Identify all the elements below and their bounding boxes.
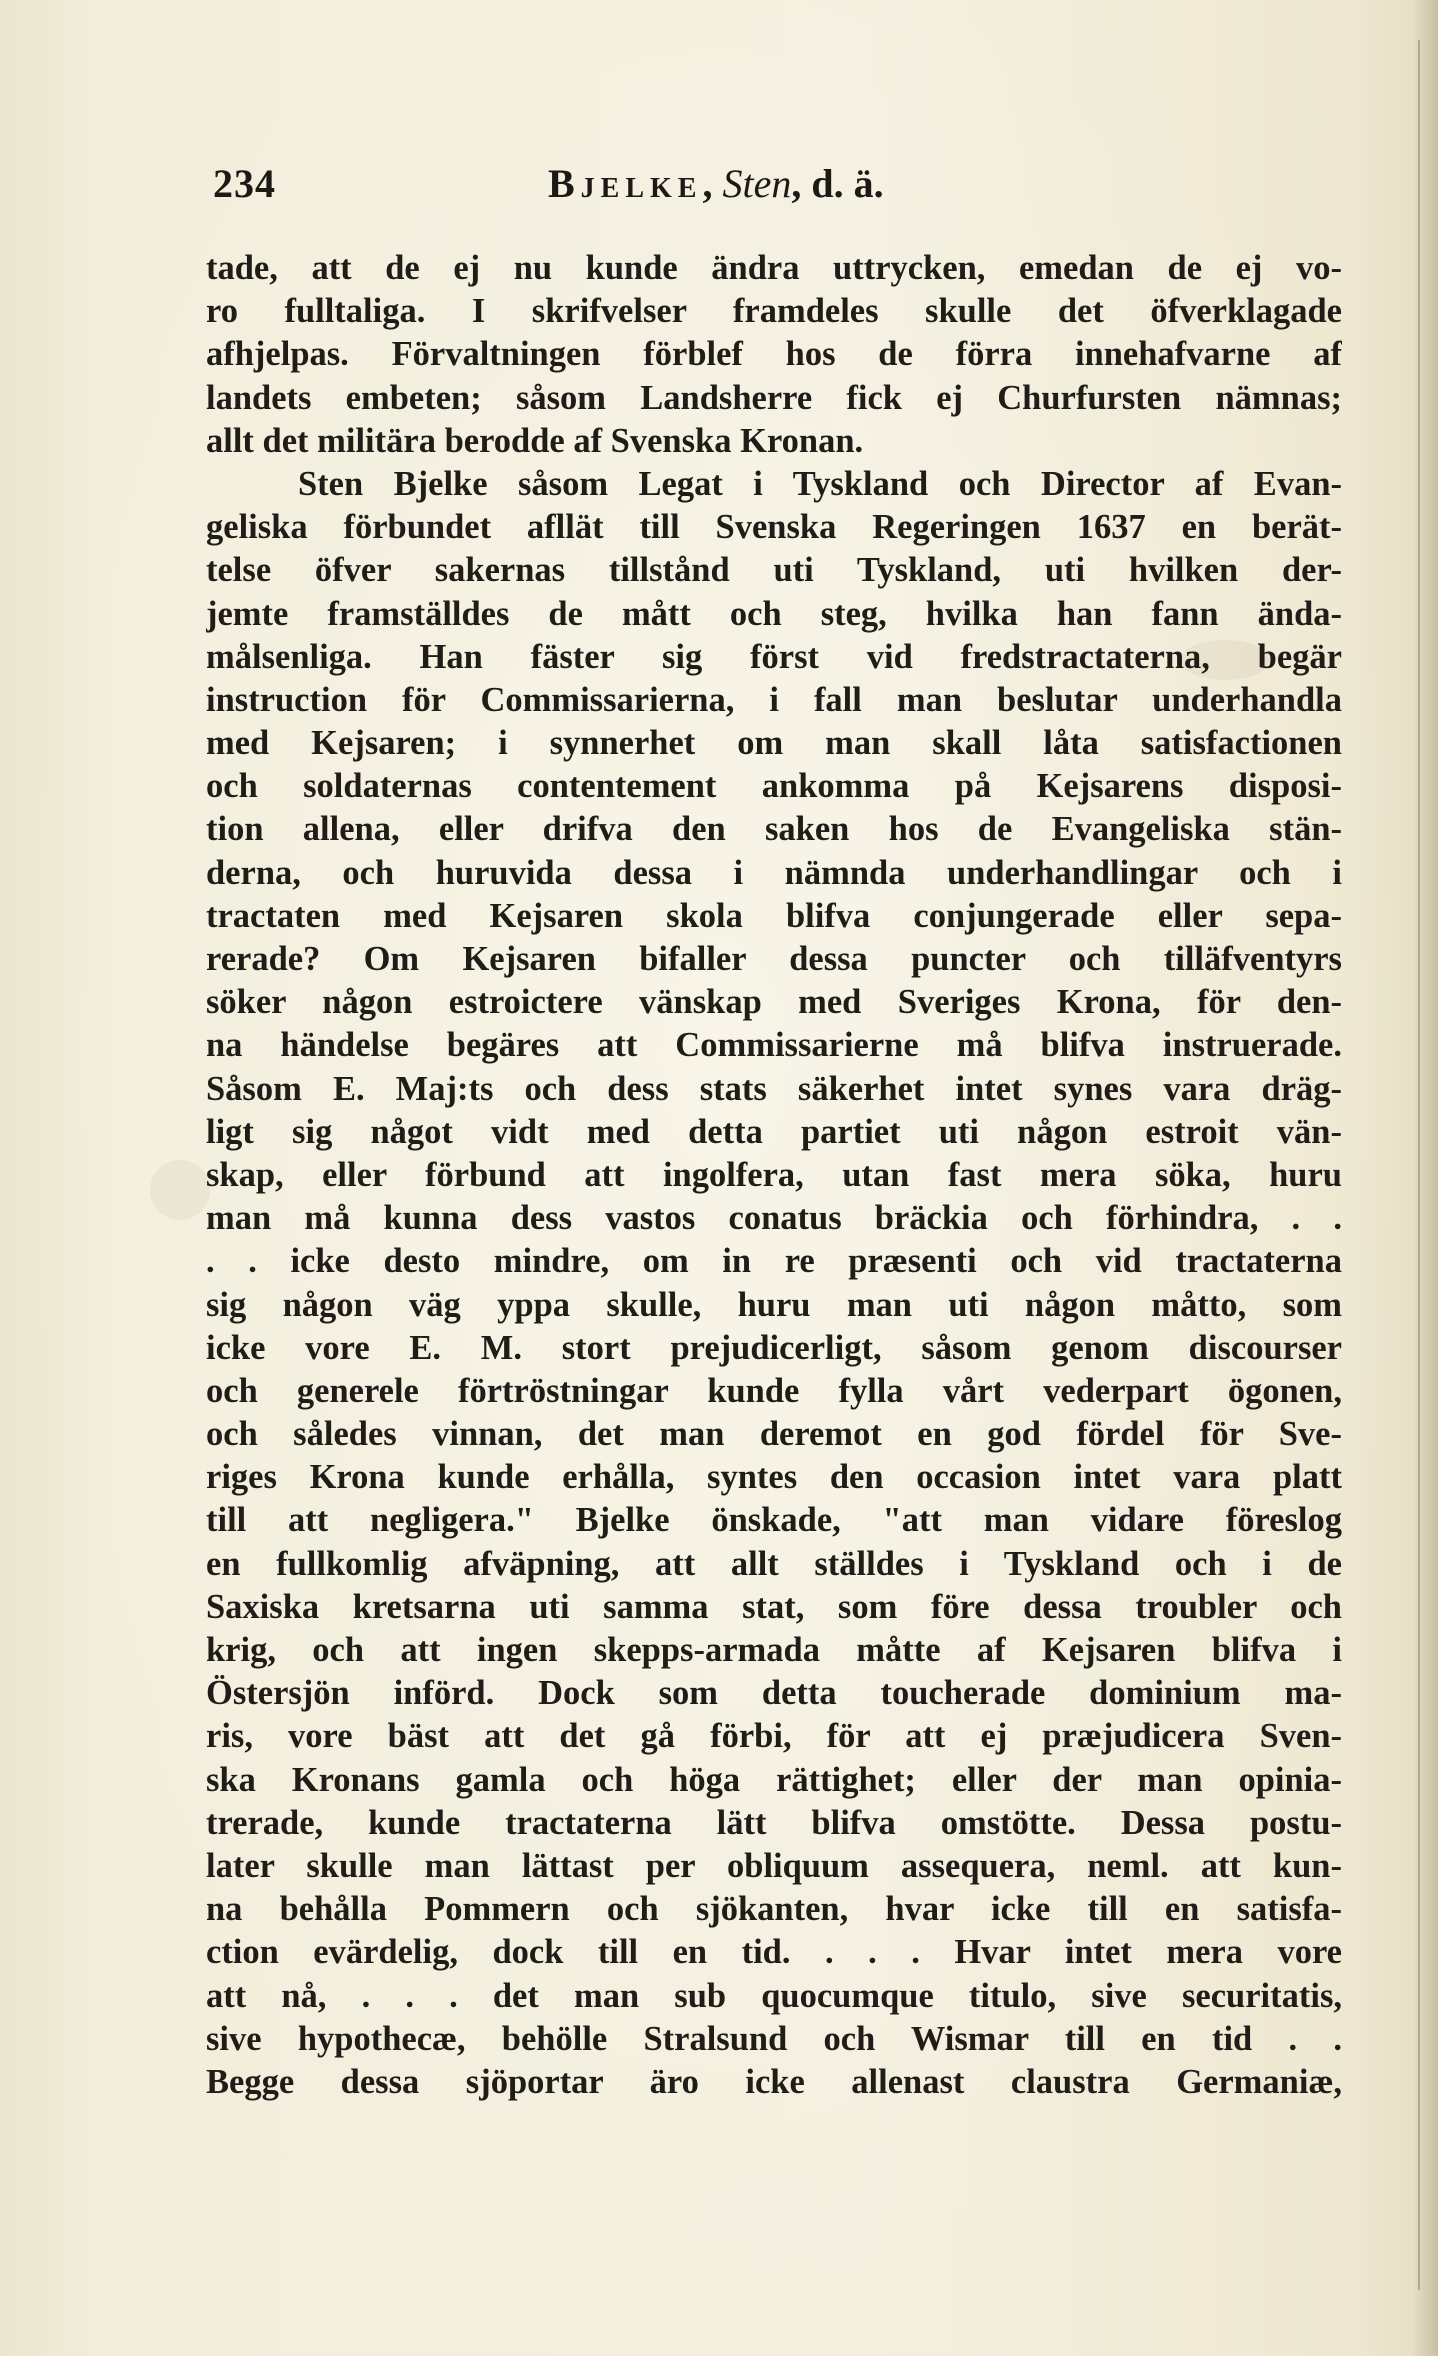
text-line: sig någon väg yppa skulle, huru man uti någon måtto, som [206, 1285, 1342, 1324]
text-line: instruction för Commissarierna, i fall man beslutar underhandla [206, 680, 1342, 719]
running-head-surname: Bjelke [548, 161, 703, 206]
text-line: icke vore E. M. stort prejudicerligt, såsom genom discourser [206, 1328, 1342, 1367]
text-line: sive hypothecæ, behölle Stralsund och Wismar till en tid . . [206, 2019, 1342, 2058]
text-line: skap, eller förbund att ingolfera, utan fast mera söka, huru [206, 1155, 1342, 1194]
text-line: derna, och huruvida dessa i nämnda underhandlingar och i [206, 853, 1342, 892]
text-line: och soldaternas contentement ankomma på Kejsarens disposi- [206, 767, 1342, 806]
body-text [206, 247, 1342, 2104]
text-line: na händelse begäres att Commissarierne må blifva instruerade. [206, 1026, 1342, 1065]
page-header [213, 160, 1343, 210]
text-line: riges Krona kunde erhålla, syntes den occasion intet vara platt [206, 1458, 1342, 1497]
text-line: ska Kronans gamla och höga rättighet; eller der man opinia- [206, 1760, 1342, 1799]
text-line: och generele förtröstningar kunde fylla vårt vederpart ögonen, [206, 1371, 1342, 1410]
text-line: krig, och att ingen skepps-armada måtte af Kejsaren blifva i [206, 1631, 1342, 1669]
text-line: Begge dessa sjöportar äro icke allenast claustra Germaniæ, [206, 2062, 1342, 2101]
text-line: telse öfver sakernas tillstånd uti Tyskland, uti hvilken der- [206, 551, 1342, 590]
text-line: ligt sig något vidt med detta partiet uti någon estroit vän- [206, 1112, 1342, 1151]
text-line: allt det militära berodde af Svenska Kronan. [206, 421, 864, 460]
text-line: tractaten med Kejsaren skola blifva conjungerade eller sepa- [206, 896, 1342, 935]
text-line: söker någon estroictere vänskap med Sveriges Krona, för den- [206, 983, 1342, 1022]
text-line: afhjelpas. Förvaltningen förblef hos de förra innehafvarne af [206, 335, 1342, 374]
text-line: Östersjön införd. Dock som detta toucherade dominium ma- [206, 1674, 1342, 1713]
text-line: trerade, kunde tractaterna lätt blifva omstötte. Dessa postu- [206, 1803, 1342, 1842]
text-line: Saxiska kretsarna uti samma stat, som före dessa troubler och [206, 1587, 1342, 1626]
page-fold-line [1418, 40, 1420, 2290]
text-line: landets embeten; såsom Landsherre fick ej Churfursten nämnas; [206, 378, 1342, 417]
text-line: och således vinnan, det man deremot en god fördel för Sve- [206, 1415, 1342, 1454]
text-line: jemte framställdes de mått och steg, hvilka han fann ända- [206, 594, 1342, 633]
text-line: later skulle man lättast per obliquum assequera, neml. att kun- [206, 1846, 1342, 1885]
text-line: till att negligera." Bjelke önskade, "att man vidare föreslog [206, 1501, 1342, 1540]
text-line: med Kejsaren; i synnerhet om man skall låta satisfactionen [206, 724, 1342, 763]
text-line: Sten Bjelke såsom Legat i Tyskland och Director af Evan- [298, 464, 1342, 503]
text-line: tade, att de ej nu kunde ändra uttrycken, emedan de ej vo- [206, 249, 1342, 287]
text-line: na behålla Pommern och sjökanten, hvar icke till en satisfa- [206, 1890, 1342, 1929]
text-line: målsenliga. Han fäster sig först vid fredstractaterna, begär [206, 637, 1342, 676]
text-line: geliska förbundet afllät till Svenska Regeringen 1637 en berät- [206, 508, 1342, 547]
running-head-given-name: Sten [722, 161, 792, 206]
running-head-suffix: d. ä. [811, 161, 884, 206]
text-line: tion allena, eller drifva den saken hos de Evangeliska stän- [206, 810, 1342, 849]
text-line: man må kunna dess vastos conatus bräckia och förhindra, . . [206, 1199, 1342, 1238]
text-line: Såsom E. Maj:ts och dess stats säkerhet intet synes vara dräg- [206, 1069, 1342, 1108]
page-number: 234 [213, 161, 276, 206]
running-head: Bjelke, Sten, d. ä. [548, 161, 884, 206]
text-line: en fullkomlig afväpning, att allt ställdes i Tyskland och i de [206, 1544, 1342, 1583]
page-edge-shadow [1412, 0, 1438, 2356]
text-line: ro fulltaliga. I skrifvelser framdeles skulle det öfverklagade [206, 292, 1342, 331]
text-line: ris, vore bäst att det gå förbi, för att ej præjudicera Sven- [206, 1717, 1342, 1756]
text-line: att nå, . . . det man sub quocumque titulo, sive securitatis, [206, 1976, 1342, 2015]
paper-stain [150, 1160, 210, 1220]
text-line: ction evärdelig, dock till en tid. . . . Hvar intet mera vore [206, 1933, 1342, 1972]
text-line: . . icke desto mindre, om in re præsenti och vid tractaterna [206, 1242, 1342, 1281]
text-line: rerade? Om Kejsaren bifaller dessa puncter och tilläfventyrs [206, 940, 1342, 978]
